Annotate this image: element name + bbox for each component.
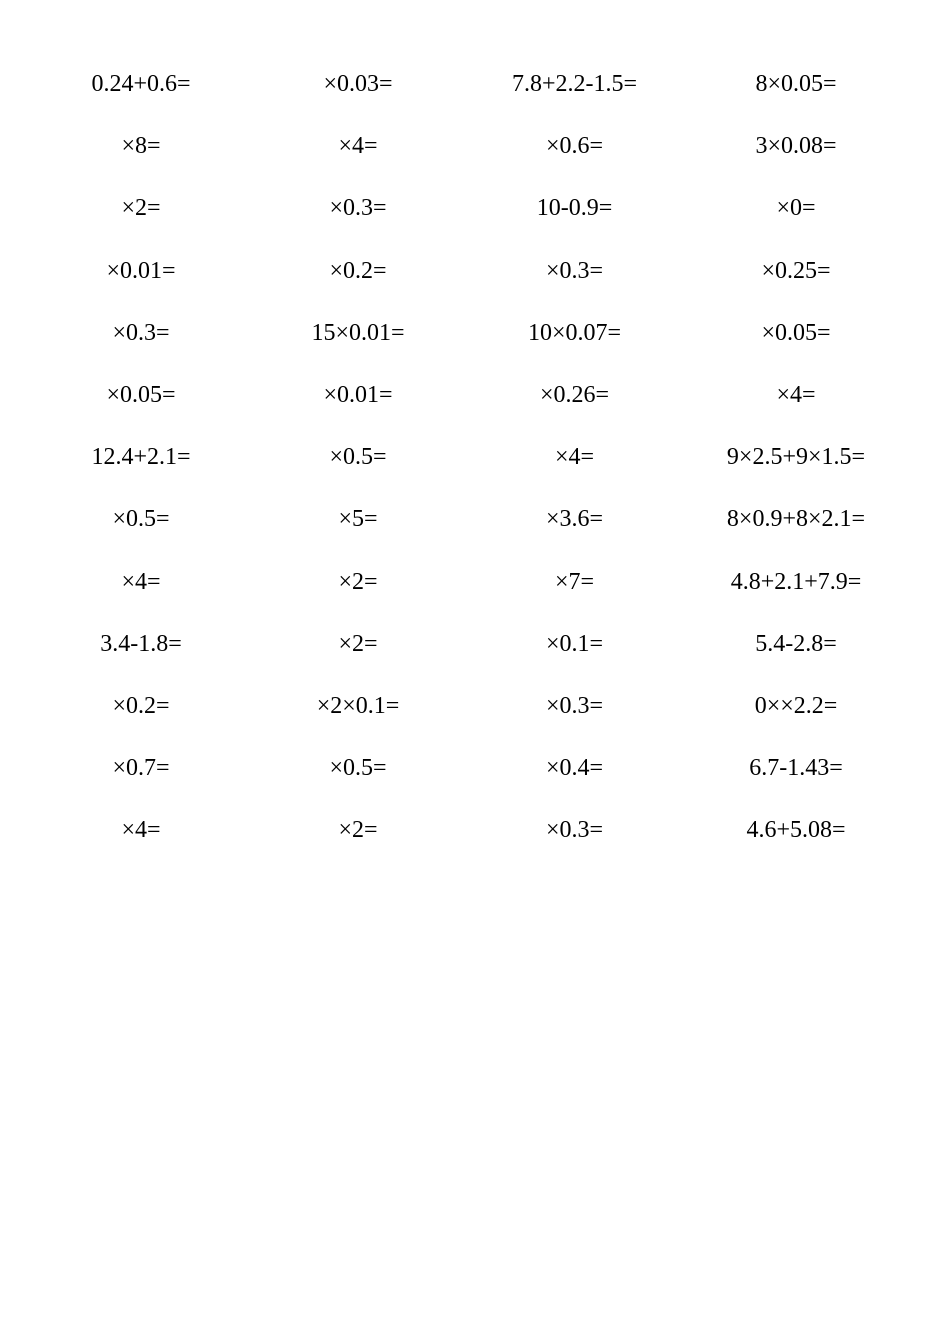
math-problem: 3.4-1.8=	[100, 630, 182, 657]
math-problem: ×0.2=	[329, 257, 387, 284]
math-problem: ×0.5=	[112, 506, 170, 533]
worksheet-row	[32, 177, 916, 239]
math-problem: ×2=	[121, 195, 161, 222]
worksheet-row	[32, 488, 916, 550]
worksheet-row	[32, 737, 916, 799]
math-problem: ×0.5=	[329, 755, 387, 782]
math-problem: ×0.26=	[539, 382, 610, 409]
math-problem: 5.4-2.8=	[755, 630, 837, 657]
math-problem: ×0.25=	[761, 257, 831, 284]
math-problem: ×0.2=	[112, 692, 170, 719]
math-problem: ×0.01=	[106, 257, 176, 284]
math-problem: ×0.01=	[323, 382, 393, 409]
math-problem: 0.24+0.6=	[91, 71, 191, 98]
worksheet-row	[32, 240, 916, 302]
math-problem: 4.8+2.1+7.9=	[730, 568, 862, 595]
worksheet-row	[32, 115, 916, 177]
math-problem: ×7=	[554, 568, 595, 595]
math-problem: ×0.05=	[106, 382, 176, 409]
math-problem: ×4=	[121, 568, 161, 595]
math-problem: ×2=	[338, 630, 378, 657]
math-problem: ×0.1=	[545, 630, 604, 657]
math-problem: ×2=	[338, 568, 378, 595]
math-problem: ×4=	[554, 444, 595, 471]
worksheet-row	[32, 675, 916, 737]
math-problem: ×4=	[776, 382, 816, 409]
math-problem: ×0.05=	[761, 319, 831, 346]
math-problem: ×2×0.1=	[316, 692, 400, 719]
worksheet-row	[32, 302, 916, 364]
worksheet-row	[32, 53, 916, 115]
math-problem: ×0=	[776, 195, 816, 222]
worksheet-row	[32, 799, 916, 861]
math-problem: 7.8+2.2-1.5=	[511, 71, 638, 98]
math-problem: ×2=	[338, 817, 378, 844]
math-problem: ×0.4=	[545, 755, 604, 782]
math-problem: ×8=	[121, 133, 161, 160]
math-problem: ×0.5=	[329, 444, 387, 471]
worksheet-row	[32, 551, 916, 613]
math-problem: ×0.3=	[329, 195, 387, 222]
math-problem: ×0.3=	[545, 257, 604, 284]
math-worksheet	[32, 53, 916, 861]
math-problem: 12.4+2.1=	[91, 444, 191, 471]
math-problem: 10×0.07=	[527, 319, 622, 346]
math-problem: 8×0.9+8×2.1=	[726, 506, 866, 533]
math-problem: 10-0.9=	[536, 195, 613, 222]
math-problem: ×0.3=	[112, 319, 170, 346]
math-problem: 4.6+5.08=	[746, 817, 846, 844]
math-problem: ×0.7=	[112, 755, 170, 782]
math-problem: 15×0.01=	[311, 319, 405, 346]
math-problem: ×0.3=	[545, 692, 604, 719]
worksheet-row	[32, 613, 916, 675]
math-problem: ×0.3=	[545, 817, 604, 844]
math-problem: ×5=	[338, 506, 378, 533]
math-problem: ×4=	[338, 133, 378, 160]
math-problem: ×4=	[121, 817, 161, 844]
math-problem: 3×0.08=	[755, 133, 837, 160]
worksheet-row	[32, 364, 916, 426]
math-problem: 6.7-1.43=	[749, 755, 843, 782]
math-problem: ×0.6=	[545, 133, 604, 160]
worksheet-row	[32, 426, 916, 488]
math-problem: 8×0.05=	[755, 71, 837, 98]
math-problem: ×3.6=	[545, 506, 604, 533]
math-problem: 0××2.2=	[754, 692, 838, 719]
math-problem: ×0.03=	[323, 71, 393, 98]
math-problem: 9×2.5+9×1.5=	[726, 444, 866, 471]
